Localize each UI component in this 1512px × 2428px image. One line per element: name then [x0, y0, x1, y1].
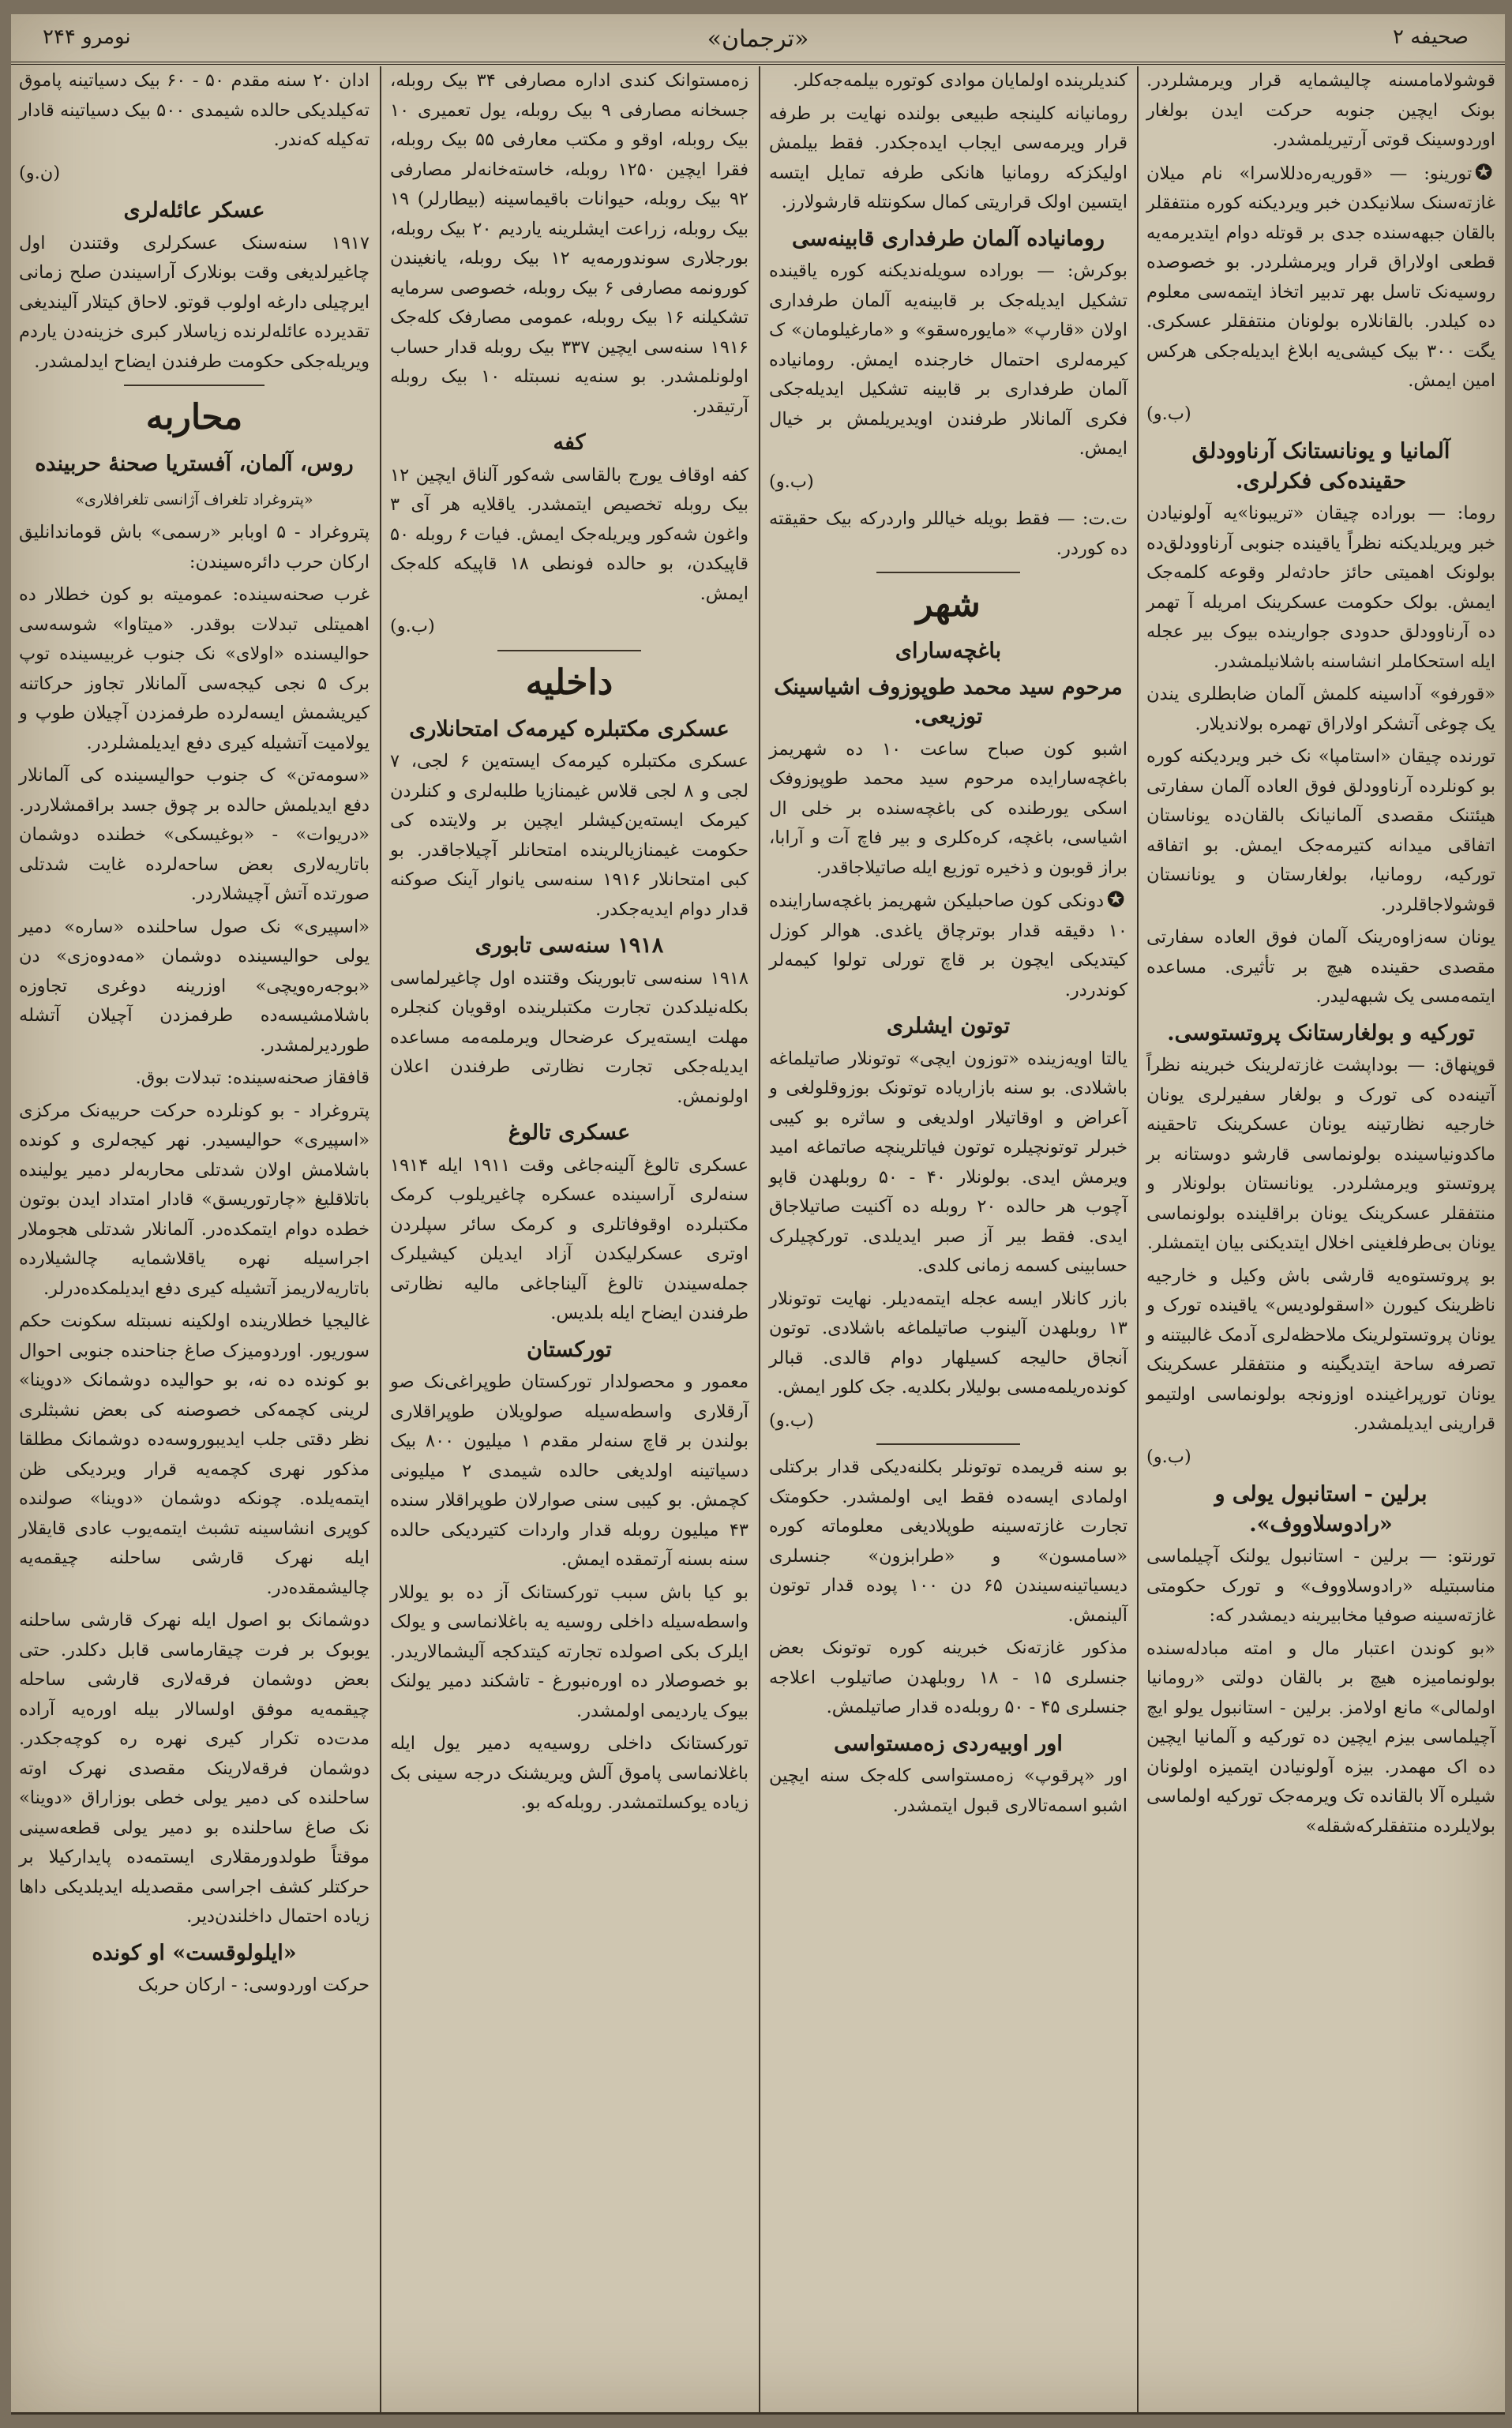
article-heading: آلمانیا و یونانستانک آرناوودلق حقینده‌کی فکرلری.: [1191, 439, 1450, 493]
article-heading: عسکری تالوغ: [508, 1120, 631, 1145]
paragraph: اشبو کون صباح ساعت ۱۰ ده شهریمز باغچه‌سارایده مرحوم سید محمد طوپوزوفک اسکی یورطنده کی باغچه‌سنده بر خلی ال اشیاسی، باغچه، کره‌کلری و بیر فاچ آت و آرابا، براز قوبون و ذخیره توزیع ایله صاتیلاجاقدر.: [769, 738, 1127, 878]
paragraph: تورکستانک داخلی روسیه‌یه دمیر یول ایله باغلانماسی پاموق آلش ویریشنک درجه سینی بک زیاده یوکسلتمشدر. روبله‌که بو.: [390, 1733, 748, 1813]
paragraph: معمور و محصولدار تورکستان طوپراغی‌نک صو آرقلاری واسطه‌سیله صولویلان طوپراقلاری بولندن بر قاچ سنه‌لر مقدم ۱ میلیون ۸۰۰ بیک دسیاتینه اولدیغی حالده شیمدی ۲ میلیونی کچمش. بو کیبی سنی صوارلان طوپراقلار سنده ۴۳ میلیون روبله قدار واردات کتیردیکی حالده سنه بسنه آرتمقده ایمش.: [390, 1372, 749, 1570]
paragraph: ۱۹۱۷ سنه‌سنک عسکرلری وقتندن اول چاغیرلدیغی وقت بونلارک آراسیندن صلح زمانی ایرچیلی دارغه اولوب قوتو. لاحاق کیتلار آلیندیغی تقدیرده عائله‌لرنده زیاسلار کبری خزینه‌دن یاردم ویریله‌جکی حکومت طرفندن ایضاح ایدلمشدر.: [19, 232, 370, 372]
paragraph: روما: — بوراده چیقان «تریبونا»یه آولونیادن خبر ویریلدیکنه نظراً یاقینده جنوبی آرناوودلق‌ده بولونک اهمیتی حائز حادثه‌لر وقوعه کلمه‌جک ایمش. بولک حکومت عسکرینک امریله آ تهمر ده آرناوودلق حدودی جوارینده بیوک بیر عجله ایله استحکاملر انشاسنه باشلانیلمشدر.: [1146, 503, 1495, 672]
article-heading: تورکیه و بولغارستانک پروتستوسی.: [1167, 1020, 1475, 1045]
column-2: [761, 66, 1135, 2415]
paragraph: پتروغراد - ۵ اوبابر «رسمی» باش قوماندانلیق ارکان حرب دائره‌سیندن:: [19, 522, 370, 572]
issue-number: نومرو ۲۴۴: [43, 25, 131, 49]
column-divider: [380, 66, 381, 2415]
paragraph: یونان سه‌زاوه‌رینک آلمان فوق العاده سفارتی مقصدی حقینده هیچ بر تأثیری. مساعده ایتمه‌مسی یک شبهه‌لیدر.: [1146, 927, 1495, 1007]
paragraph: غالیجیا خطلارینده اولکینه نسبتله سکونت حکم سوریور. اوردومیزک صاغ جناحنده جنوبی احوال بو کونده ده نه، بو حوالیده دوشمانک «دوینا» لرینی کچمه‌کی خصوصنه کی بعض نشبثلری نظر دقتی جلب ایدیبوروسه‌ده دوشمانک مطلقا مذکور نهری کچمه‌یه قرار ویردیکی ظن ایتمه‌یلده. چونکه دوشمان «دوینا» صولنده کوپری انشاسینه تشبث ایتمه‌یوب عادی قایقلار ایله نهرک قارشی ساحلنه چیقمه‌یه چالیشمقده‌در.: [19, 1311, 370, 1598]
paragraph: قوشولامامسنه چالیشمایه قرار ویرمشلردر. بونک ایچین جنوبه حرکت ایدن بولغار اوردوسینک قوتی آرتیریلمشدر.: [1146, 70, 1495, 150]
paragraph: ✪تورینو: — «قوریه‌ره‌دللاسرا» نام میلان غازته‌سنک سلانیکدن خبر ویردیکنه کوره منتفقلر بالقان جبهه‌سنده جدی بر قوتله دوام ایتدیرمه‌یه قطعی اولاراق قرار ویرمشلردر. بو خصوصده روسیه‌نک تاسل بهر تدبیر اتخاذ ایتمه‌سی معلوم ده کیلدر. بالقانلاره بولونان منتفقلر عسکری. یگت ۳۰۰ بیک کیشی‌یه ابلاغ ایدیله‌جکی هرکس امین ایمش.: [1146, 160, 1495, 391]
article-heading: عسکری مکتبلره کیرمه‌ک امتحانلاری: [409, 716, 730, 741]
section-heading-war: محاربه: [145, 397, 243, 437]
article-heading: عسکر عائله‌لری: [123, 198, 265, 223]
section-heading-domestic: داخلیه: [525, 662, 613, 703]
article-heading: برلین - استانبول یولی و «رادوسلاووف».: [1214, 1482, 1428, 1537]
article-heading: توتون ایشلری: [886, 1014, 1011, 1038]
paragraph: ۱۹۱۸ سنه‌سی تابورینک وقتنده اول چاغیرلماسی بکله‌نیلدکدن تجارت مکتبلرینده اوقویان کنجلره مهلت ایسته‌یرک عرضحال ویرملمه‌مه مساعده ایدیله‌جکی تجارت نظارتی طرفندن اعلان اولونمش.: [390, 967, 748, 1107]
paragraph: دوشمانک بو اصول ایله نهرک قارشی ساحلنه یوبوک بر فرت چیقارماسی قابل دکلدر. حتی بعض دوشمان فرقه‌لاری قارشی ساحله چیقمه‌یه موفق اولسالار بیله اوره‌یه آراده مدت‌ده تکرار کیری نهره ره کوچه‌جکدر. دوشمان فرقه‌لارینک مقصدی نهرک اوته ساحلنده کی دمیر یولی خطی بوزاراق «دوینا» نک صاغ ساحلنده بو دمیر یولی قطعه‌سینی موقتاً طولدورمقلاری ایستمه‌ده پایدارکیلا بر حرکتلر کشف اجراسی مقصدیله ایدیلدیکی داها زیاده احتمال داخلندن‌دیر.: [19, 1610, 370, 1927]
paragraph: بازر کانلار ایسه عجله ایتمه‌دیلر. نهایت توتونلار ۱۳ روبلهدن آلینوب صاتیلماغه باشلادی. توتون آنجاق حالیجه کسیلهار دوام قالدی. قبالر کونده‌ریلمه‌مسی بولیلار بکلدیه. جک کلور ایمش.: [769, 1288, 1127, 1398]
paragraph: اور «پرقوپ» زه‌مستواسی کله‌جک سنه ایچین اشبو اسمه‌تالاری قبول ایتمشدر.: [769, 1766, 1127, 1816]
article-heading: کفه: [553, 430, 586, 455]
paragraph: ✪دونکی کون صاحبلیکن شهریمز باغچه‌ساراینده ۱۰ دقیقه قدار بوترچاق یاغدی. هوالر کوزل کیتدیکی ایچون بر قاچ تورلی تولوا کیمه‌لر کوندردر.: [769, 888, 1127, 1000]
paragraph: «اسپیری» نک صول ساحلنده «ساره» دمیر یولی حوالیسینده دوشمان «مه‌دوه‌زی» دن «بوجه‌ره‌ویچی» اوزرینه دوغری تجاوزه باشلامشیسه‌ده طرفمزدن آچیلان آتشله طوردیرلمشدر.: [19, 916, 370, 1056]
paragraph: مذکور غازته‌نک خبرینه کوره توتونک بعض جنسلری ۱۵ - ۱۸ روبلهدن صاتیلوب اعلاجه جنسلری ۴۵ - ۵۰ روبله‌ده قدار صاتیلمش.: [769, 1638, 1127, 1717]
article-heading: تورکستان: [527, 1337, 612, 1362]
article-heading: باغچه‌سارای: [895, 639, 1002, 663]
divider: [124, 385, 265, 386]
newspaper-page: [11, 14, 1505, 2415]
newspaper-title: «ترجمان»: [707, 25, 809, 53]
paragraph: تورنتو: — برلین - استانبول یولنک آچیلماسی مناسبتیله «رادوسلاووف» و تورک حکومتی غازته‌سینه صوفیا مخابیرینه دیمشدر که:: [1146, 1546, 1495, 1626]
paragraph: بو سنه قریمده توتونلر بکلنه‌دیکی قدار برکتلی اولمادی ایسه‌ده فقط ایی اولمشدر. حکومتک تجارت غازته‌سینه طوپلادیغی معلوماته کوره «سامسون» و «طرابزون» جنسلری دیسیاتینه‌سیندن ۶۵ دن ۱۰۰ پوده قدار توتون آلینمش.: [769, 1457, 1127, 1626]
paragraph: قافقاز صحنه‌سینده: تبدلات بوق.: [135, 1068, 370, 1088]
paragraph: عسکری تالوغ آلینه‌جاغی وقت ۱۹۱۱ ایله ۱۹۱۴ سنه‌لری آراسینده عسکره چاغیریلوب کرمک مکتبلرده اوقوفاتلری و کرمک سائر سپلردن اوتری عسکرلیکدن آزاد ایدیلن کیشیلرک جمله‌سیندن تالوغ آلیناجاغی مالیه نظارتی طرفندن ایضاح ایله بلدیس.: [390, 1154, 748, 1323]
telegraph-mark-icon: ✪: [1475, 160, 1492, 185]
paragraph: کفه اوقاف یورج بالقاسی شه‌کور آلناق ایچین ۱۲ بیک روبله تخصیص ایتمشدر. یاقلایه هر آی ۳ واغون شه‌کور ویریله‌جک ایمش. فیات ۶ روبله ۵۰ قاپیکدن، بو حالده فونطی ۱۸ قاپیکه کله‌جک ایمش.: [390, 464, 749, 604]
paragraph: حرکت اوردوسی: - ارکان حربک: [137, 1975, 370, 1995]
article-subheading: «پتروغراد تلغراف آژانسی تلغرافلاری»: [75, 490, 313, 508]
paragraph: «بو کوندن اعتبار مال و امته مبادله‌سنده بولونمامیزه هیچ بر بالقان دولتی «رومانیا اولمالی» مانع اولامز. برلین - استانبول یولو ایچ آچیلماسی بیزم ایچین ده تورکیه و آلمانیا ایچین ده اک مهمدر. بیزه آولونیادن ایتمیزه اولونان شیلره آلا بالقانده تک ویرمه‌جک تورکیه اولماسی بولایلرده منتفقلرکه‌شقله»: [1146, 1638, 1495, 1837]
article-heading: رومانیاده آلمان طرفداری قابینه‌سی: [791, 226, 1105, 251]
paragraph: بو پروتستوه‌یه قارشی باش وکیل و خارجیه ناظرینک کیورن «اسقولودیس» یاقینده تورک و یونان پروتستولرینک ملاحظه‌لری آدمک غالبیتنه و تصرفه ساحة ایتدیگینه و منتفقلر عسکرینک یونان تورپراغینده اوزونجه بولونماسی اولتیمو قرارینی ایدیلمشدر.: [1146, 1265, 1495, 1434]
paragraph: پتروغراد - بو کونلرده حرکت حربیه‌نک مرکزی «اسپیری» حوالیسیدر. نهر کیجه‌لری و کونده باشلامش اولان شدتلی محاربه‌لر دمیر یولینده باتلاقلیغ «چارتوریسق» قادار امتداد ایدن بوتون خطده دوام ایتمکده‌در. آلمانلار شدتلی هجوملار اجراسیله نهره یاقلاشمایه چالشیلارده باتاریه‌لاریمز آتشیله کیری دفع ایدیلمکده‌درلر.: [19, 1100, 370, 1299]
divider: [876, 1443, 1020, 1445]
paragraph: غرب صحنه‌سینده: عمومیته بو کون خطلار ده اهمیتلی تبدلات بوقدر. «میتاوا» شوسه‌سی حوالیسنده «اولای» نک جنوب غربیسینده توپ برک ۵ نجی کیجه‌سی آلمانلار تجاوز حرکاتنه کیریشمش ایسه‌لرده طرفمزدن آچیلان طوپ و یولامیت آتشیله کیری دفع ایدیلمشلردر.: [19, 584, 370, 753]
page-number: صحیفه ۲: [1392, 25, 1469, 49]
paragraph: کندیلرینده اولمایان موادی کوتوره بیلمه‌جه‌کلر.: [793, 70, 1127, 91]
article-heading: اور اوبیه‌ردی زه‌مستواسی: [834, 1731, 1063, 1756]
column-divider: [759, 66, 760, 2415]
paragraph: ادان ۲۰ سنه مقدم ۵۰ - ۶۰ بیک دسیاتینه پاموق ته‌کیلدیکی حالده شیمدی ۵۰۰ بیک دسیاتینه قادار ته‌کیله که‌ندر.: [19, 70, 370, 150]
column-divider: [1137, 66, 1139, 2415]
column-3: [382, 66, 756, 2415]
source-signature: (ب.و): [390, 616, 435, 636]
paragraph: «قورفو» آداسینه کلمش آلمان ضابطلری یندن یک چوغی آتشکر اولاراق تهمره بولاندیلار.: [1146, 684, 1495, 734]
source-signature: (ب.و): [1146, 1446, 1191, 1467]
paragraph: «سومه‌تن» ک جنوب حوالیسینده کی آلمانلار دفع ایدیلمش حالده بر چوق جسد براقمشلاردر. «دریوات» - «بوغیسکی» خطنده دوشمان باتاریه‌لاری بعض ساحه‌لرده غایت شدتلی صورتده آتش آچیشلاردر.: [19, 765, 370, 904]
article-heading: «ایلولوقست» او کونده: [92, 1940, 297, 1965]
source-signature: (ن.و): [19, 162, 61, 183]
article-heading: ۱۹۱۸ سنه‌سی تابوری: [475, 933, 664, 958]
divider: [497, 650, 641, 651]
paragraph: ت.ت: — فقط بویله خیاللر واردرکه بیک حقیقته ده کوردر.: [769, 508, 1127, 559]
paragraph: رومانیانه کلینجه طبیعی بولنده نهایت بر طرفه قرار ویرمه‌سی ایجاب ایده‌جکدر. فقط بیلمش اولیکزکه رومانیا هانکی طرفه تمایل ایتسه ایتسین اولک قراریتی کمال سکونتله قارشولارز.: [769, 103, 1127, 212]
bottom-rule: [11, 2412, 1505, 2415]
paragraph: بوکرش: — بوراده سویله‌ندیکنه کوره یاقینده تشکیل ایدیله‌جک بر قابینه‌یه آلمان طرفداری اولان «قارپ» «مایوره‌سقو» و «مارغیلومان» ک کیرمه‌لری احتمال خارجنده ایمش. رومانیاده آلمان طرفداری بر قابینه تشکیل ایدیله‌جکی فکری آلمانلار طرفندن اویدیریلمش بر خیال ایمش.: [769, 261, 1127, 459]
divider: [876, 572, 1020, 573]
columns-area: [11, 66, 1505, 2415]
paragraph: بو کیا باش سبب تورکستانک آز ده بو یوللار واسطه‌سیله داخلی روسیه یه باغلانماسی و یولک ایلرک بکی اصولده تجارته کیتدکجه آلیشمالاریدر. بو خصوصلار ده اوره‌نبورغ - تاشکند دمیر یولنک بیوک یاردیمی اولمشدر.: [390, 1582, 748, 1721]
page-header: [11, 14, 1505, 65]
paragraph: یالتا اویه‌زینده «توزون ایچی» توتونلار صاتیلماغه باشلادی. بو سنه بازاریاده توتونک بوزوقلولغی و آعراض و اوقاتیلار اولدیغی و ساثره بو کیبی خبرلر توتونچیلره توتون فیاتلرینچه صاتماغه امید ویرمش ایدی. بولونلار ۴۰ - ۵۰ روبلهدن قاپو آچوب هر حالده ۲۰ روبله ده آکنیت صاتیلاجاق ایدی. فقط بیر آز صبر ایدیلدی. تورکچیلرک حسابینی کسمه زمانی کلدی.: [769, 1048, 1127, 1276]
paragraph: عسکری مکتبلره کیرمه‌ک ایسته‌ین ۶ لجی، ۷ لجی و ۸ لجی قلاس غیمنازیا طلبه‌لری و کنلردن کیرمک ایسته‌ین‌کیشلر ایچین بر ولایتده کی حکومت غیمنازیالرینده امتحانلر آچیلاجاقدر. بو کبی امتحانلار ۱۹۱۶ سنه‌سی یانوار آینک صوکنه قدار دوام ایدیه‌جکدر.: [390, 751, 749, 920]
column-4: [11, 66, 377, 2415]
source-signature: (ب.و): [769, 1409, 814, 1431]
source-signature: (ب.و): [1146, 403, 1191, 424]
source-signature: (ب.و): [769, 471, 814, 492]
article-subheading: مرحوم سید محمد طوپوزوف اشیاسینک توزیعی.: [774, 674, 1123, 729]
paragraph: قوپنهاق: — بوداپشت غازته‌لرینک خبرینه نظراً آتینه‌ده کی تورک و بولغار سفیرلری یونان خارجیه نظارتینه یونان عسکرینک تاحقینه ماکدونیاسینده بولونماسی قارشو دوستانه بر پروتستو ویرمشلردر. یونانستان بولونلار و منتفقلر عسکرینک یونان براقلینده بولونماسی یونان بی‌طرفلغینی اخلال ایتدیکنی بیان ایتمشلر.: [1146, 1055, 1495, 1253]
section-heading-city: شهر: [916, 584, 981, 625]
paragraph: زه‌مستوانک کندی اداره مصارفی ۳۴ بیک روبله، جسخانه مصارفی ۹ بیک روبله، یول تعمیری ۱۰ بیک روبله، اوقو و مکتب معارفی ۵۵ بیک روبله، فقرا ایچین ۱۲۵۰ روبله، خاسته‌خانه‌لر مصارفی ۹۲ بیک روبله، حیوانات باقیماسینه (بیطارلر) ۱۹ بیک روبله، زراعت ایشلرینه یاردیم ۲۰ بیک روبله، بورجلاری سوندورمه‌یه ۱۲ بیک روبله، یانغیندن کورونمه مصارفی ۶ بیک روبله، خصوصی سرمایه تشکیلنه ۱۶ بیک روبله، عمومی مصارفک کله‌جک ۱۹۱۶ سنه‌سی ایچین ۳۳۷ بیک روبله قدار حساب اولونلمشدر. بو سنه‌یه نسبتله ۱۰ بیک روبله آرتیقدر.: [390, 70, 749, 417]
column-1: [1139, 66, 1503, 2415]
paragraph: تورنده چیقان «استامپا» نک خبر ویردیکنه کوره بو کونلرده آرناوودلق فوق العاده آلمان سفارتی هیئتنک مقصدی آلمانیانک بالقان‌ده یوناستان اتفاقی میدانه کتیرمه‌جک ایمش. بو اتفاقه تورکیه، رومانیا، بولغارستان و یونانستان قوشولاجاقلردر.: [1146, 746, 1495, 915]
telegraph-mark-icon: ✪: [1107, 888, 1124, 912]
article-heading: روس، آلمان، آفستریا صحنهٔ حربینده: [35, 452, 354, 476]
